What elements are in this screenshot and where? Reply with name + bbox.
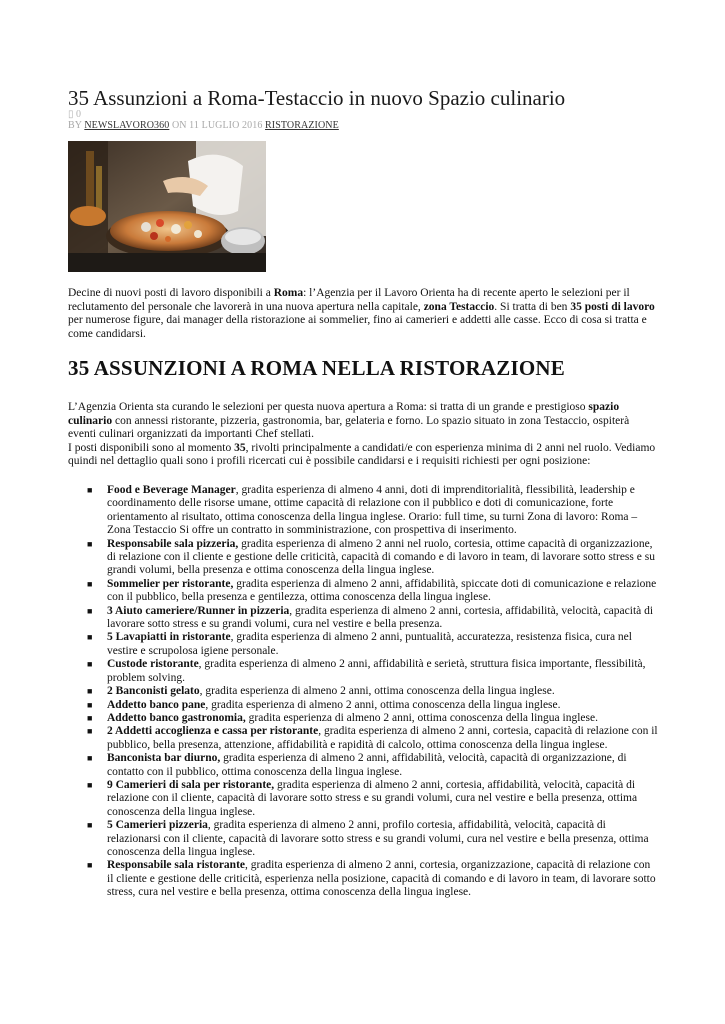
position-description: gradita esperienza di almeno 2 anni, affidabilità, spiccate doti di comunicazione e relazione con il pubblico, bella presenza e gentilezza, ottima conoscenza della lingua inglese. — [107, 577, 657, 604]
body-b1: I posti disponibili sono al momento — [68, 441, 235, 454]
category-link[interactable]: RISTORAZIONE — [265, 120, 339, 131]
list-item — [68, 685, 658, 698]
comments-count[interactable]: ▯ 0 — [68, 109, 82, 120]
list-item — [68, 631, 658, 658]
position-role: 2 Addetti accoglienza e cassa per ristorante — [107, 725, 319, 738]
position-role: Responsabile sala pizzeria, — [107, 537, 239, 550]
intro-zona: zona Testaccio — [423, 300, 495, 313]
bullet-icon: ■ — [87, 632, 93, 643]
article-photo — [68, 141, 266, 272]
position-description: gradita esperienza di almeno 2 anni, ottima conoscenza della lingua inglese. — [245, 711, 598, 724]
intro-roma: Roma — [273, 287, 304, 299]
position-role: Sommelier per ristorante, — [107, 577, 234, 590]
position-description: , gradita esperienza di almeno 2 anni, cortesia, affidabilità, velocità, capacità di lavorare sotto stress e su grandi volumi, cura nel vestire e bella presenza. — [107, 604, 654, 631]
position-role: Banconista bar diurno, — [107, 752, 221, 765]
position-description: , gradita esperienza di almeno 2 anni, profilo cortesia, affidabilità, velocità, capacità di relazionarsi con il cliente, capacità di lavorare sotto stress e su grandi volumi, cura nel vestire e bella presenza, ottima conoscenza della lingua inglese. — [107, 819, 649, 858]
section-heading: 35 ASSUNZIONI A ROMA NELLA RISTORAZIONE — [68, 356, 565, 380]
list-item — [68, 578, 658, 605]
position-description: , gradita esperienza di almeno 2 anni, cortesia, capacità di relazione con il pubblico, bella presenza, attenzione, affidabilità e rapidità di calcolo, ottima conoscenza della lingua inglese. — [107, 725, 658, 751]
list-item — [68, 819, 658, 859]
body-paragraph-1 — [68, 401, 658, 442]
position-description: , gradita esperienza di almeno 2 anni, ottima conoscenza della lingua inglese. — [205, 698, 561, 711]
position-role: Addetto banco gastronomia, — [107, 711, 246, 724]
body-paragraph-2 — [68, 442, 658, 469]
list-item — [68, 658, 658, 685]
body-a1: L’Agenzia Orienta sta curando le selezioni per questa nuova apertura a Roma: si tratta di un grande e prestigioso — [68, 401, 589, 413]
list-item — [68, 859, 658, 899]
list-item — [68, 699, 658, 712]
position-description: , gradita esperienza di almeno 2 anni, puntualità, accuratezza, resistenza fisica, cura nel vestire e scrupolosa igiene personale. — [107, 631, 632, 657]
list-item — [68, 712, 658, 725]
list-item — [68, 538, 658, 578]
position-description: gradita esperienza di almeno 2 anni nel ruolo, cortesia, ottime capacità di organizzazione, di relazione con il cliente e gestione delle criticità, capacità di comando e di lavoro in team, di lavorare sotto stress e su grandi volumi, bella presenza e ottima conoscenza della lingua inglese. — [107, 537, 655, 577]
article-title: 35 Assunzioni a Roma-Testaccio in nuovo Spazio culinario — [68, 86, 566, 110]
body-b3: , rivolti principalmente a candidati/e con esperienza minima di 2 anni nel ruolo. Vediamo quindi nel dettaglio quali sono i profili ricercati cui è possibile candidarsi e i requisiti richiesti per ogni posizione: — [68, 441, 656, 468]
position-role: Custode ristorante — [107, 658, 199, 671]
body-a3: con annessi ristorante, pizzeria, gastronomia, bar, gelateria e forno. Lo spazio situato in zona Testaccio, ospiterà eventi culinari organizzati da importanti Chef stellati. — [68, 414, 630, 441]
bullet-icon: ■ — [87, 686, 93, 697]
bullet-icon: ■ — [87, 820, 93, 831]
list-item — [68, 779, 658, 819]
position-description: gradita esperienza di almeno 2 anni, cortesia, affidabilità, velocità, capacità di relazione con il cliente, capacità di lavorare sotto stress e su grandi volumi, cura nel vestire e bella presenza, ottima conoscenza della lingua inglese. — [107, 778, 638, 818]
position-role: 5 Camerieri pizzeria — [107, 819, 208, 832]
bullet-icon: ■ — [87, 699, 93, 710]
author-link[interactable]: NEWSLAVORO360 — [84, 120, 170, 131]
list-item — [68, 605, 658, 632]
bullet-icon: ■ — [87, 578, 93, 589]
position-role: Responsabile sala ristorante — [107, 859, 245, 872]
bullet-icon: ■ — [87, 779, 93, 790]
position-role: 3 Aiuto cameriere/Runner in pizzeria — [107, 604, 290, 617]
meta-by: BY — [68, 120, 85, 131]
position-description: , gradita esperienza di almeno 2 anni, ottima conoscenza della lingua inglese. — [199, 685, 555, 698]
position-role: 9 Camerieri di sala per ristorante, — [107, 778, 275, 791]
bullet-icon: ■ — [87, 538, 93, 549]
bullet-icon: ■ — [87, 659, 93, 670]
position-role: 2 Banconisti gelato — [107, 685, 200, 698]
body-text — [68, 401, 658, 469]
bullet-icon: ■ — [87, 726, 93, 737]
list-item — [68, 752, 658, 779]
position-role: 5 Lavapiatti in ristorante — [107, 631, 231, 644]
intro-text-4: per numerose figure, dai manager della ristorazione ai sommelier, fino ai camerieri e addetti alle casse. Ecco di cosa si tratta e come candidarsi. — [68, 314, 647, 340]
body-35: 35 — [234, 441, 246, 454]
bullet-icon: ■ — [87, 605, 93, 616]
positions-list — [68, 484, 658, 900]
position-description: , gradita esperienza di almeno 2 anni, affidabilità e serietà, struttura fisica importante, flessibilità, problem solving. — [107, 658, 646, 684]
intro-text-2: : l’Agenzia per il Lavoro Orienta ha di recente aperto le selezioni per il reclutamento del personale che lavorerà in una nuova apertura nella capitale, — [68, 287, 630, 313]
intro-posti: 35 posti di lavoro — [570, 300, 655, 313]
bullet-icon: ■ — [87, 860, 93, 871]
intro-text-1: Decine di nuovi posti di lavoro disponibili a — [68, 287, 274, 299]
position-description: gradita esperienza di almeno 2 anni, affidabilità, velocità, capacità di organizzazione, di contatto con il pubblico, ottima conoscenza della lingua inglese. — [107, 752, 627, 778]
position-role: Food e Beverage Manager — [107, 484, 236, 496]
intro-paragraph — [68, 287, 658, 341]
bullet-icon: ■ — [87, 485, 93, 495]
intro-text-3: . Si tratta di ben — [494, 300, 571, 313]
meta-date: ON 11 LUGLIO 2016 — [169, 120, 266, 131]
position-role: Addetto banco pane — [107, 698, 206, 711]
list-item — [68, 484, 658, 538]
body-spazio-culinario: spazio culinario — [68, 401, 620, 427]
position-description: , gradita esperienza di almeno 4 anni, doti di imprenditorialità, flessibilità, leadership e coordinamento delle risorse umane, ottime capacità di relazione con il pubblico e doti di comunicazione, forte orientamento al risultato, ottima conoscenza della lingua inglese. Orario: full time, su turni Zona di lavoro: Roma – Zona Testaccio Si offre un contratto in somministrazione, con prospettiva di inserimento. — [107, 484, 638, 537]
post-meta — [68, 120, 339, 131]
position-description: , gradita esperienza di almeno 2 anni, cortesia, organizzazione, capacità di relazione con il cliente e gestione delle criticità, esperienza nella posizione, capacità di comando e di lavoro in team, di lavorare sotto stress, cura nel vestire e bella presenza, ottima conoscenza della lingua inglese. — [107, 859, 656, 899]
bullet-icon: ■ — [87, 753, 93, 764]
bullet-icon: ■ — [87, 712, 93, 723]
list-item — [68, 725, 658, 752]
